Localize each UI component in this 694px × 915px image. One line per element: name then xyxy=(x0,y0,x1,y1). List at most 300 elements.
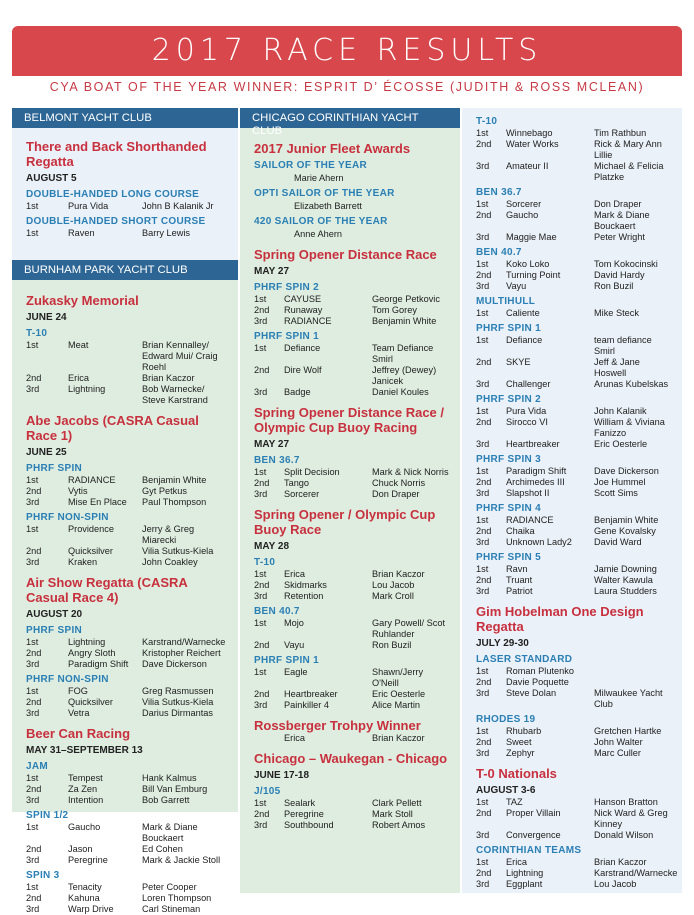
boat-name: Lightning xyxy=(68,637,106,647)
boat-name: Angry Sloth xyxy=(68,648,116,658)
boat-name: FOG xyxy=(68,686,88,696)
boat-name: Sealark xyxy=(284,798,316,808)
result-row xyxy=(26,497,228,508)
placement: 1st xyxy=(476,666,489,676)
result-row xyxy=(476,666,672,677)
placement: 1st xyxy=(476,259,489,269)
boat-name: Gaucho xyxy=(506,210,539,220)
owner-name: Jeff & Jane Hoswell xyxy=(594,357,640,378)
placement: 1st xyxy=(476,199,489,209)
class-heading: PHRF SPIN 5 xyxy=(476,552,541,563)
boat-name: Intention xyxy=(68,795,104,805)
boat-name: Truant xyxy=(506,575,533,585)
placement: 1st xyxy=(254,294,267,304)
result-row xyxy=(254,343,450,365)
result-group xyxy=(476,503,672,548)
boat-name: Vayu xyxy=(284,640,305,650)
result-row xyxy=(26,697,228,708)
result-row xyxy=(476,406,672,417)
placement: 2nd xyxy=(26,373,42,383)
boat-name: Erica xyxy=(284,733,305,743)
result-row xyxy=(26,486,228,497)
owner-name: George Petkovic xyxy=(372,294,440,304)
award-winner: Elizabeth Barrett xyxy=(294,201,362,211)
result-group xyxy=(254,733,450,744)
ccyc-section xyxy=(240,130,460,837)
result-row xyxy=(254,667,450,689)
result-group xyxy=(476,116,672,183)
award-heading: OPTI SAILOR OF THE YEAR xyxy=(254,188,395,199)
result-row xyxy=(26,637,228,648)
class-heading: PHRF SPIN xyxy=(26,625,83,636)
placement: 1st xyxy=(26,201,39,211)
result-row xyxy=(26,893,228,904)
boat-name: Pura Vida xyxy=(506,406,547,416)
boat-name: Lightning xyxy=(506,868,544,878)
result-group xyxy=(476,654,672,710)
owner-name: Mark & Nick Norris xyxy=(372,467,449,477)
boat-name: Vytis xyxy=(68,486,88,496)
owner-name: Gary Powell/ Scot Ruhlander xyxy=(372,618,446,639)
placement: 2nd xyxy=(476,139,492,149)
owner-name: Clark Pellett xyxy=(372,798,422,808)
owner-name: Dave Dickerson xyxy=(142,659,207,669)
boat-name: Winnebago xyxy=(506,128,553,138)
boat-name: Quicksilver xyxy=(68,546,113,556)
class-heading: T-10 xyxy=(254,557,276,568)
owner-name: Dave Dickerson xyxy=(594,466,659,476)
result-row xyxy=(254,798,450,809)
placement: 1st xyxy=(254,569,267,579)
event-date: MAY 31–SEPTEMBER 13 xyxy=(26,745,143,756)
boat-name: Mojo xyxy=(284,618,304,628)
owner-name: Carl Stineman xyxy=(142,904,201,914)
owner-name: Arunas Kubelskas xyxy=(594,379,669,389)
result-group xyxy=(26,189,228,212)
result-row xyxy=(476,335,672,357)
result-row xyxy=(26,773,228,784)
owner-name: Donald Wilson xyxy=(594,830,654,840)
boat-name: Kraken xyxy=(68,557,98,567)
owner-name: Daniel Koules xyxy=(372,387,429,397)
boat-name: Defiance xyxy=(506,335,543,345)
result-row xyxy=(254,305,450,316)
result-group xyxy=(26,512,228,568)
class-heading: PHRF SPIN 2 xyxy=(254,282,319,293)
class-heading: DOUBLE-HANDED SHORT COURSE xyxy=(26,216,206,227)
boat-name: Tango xyxy=(284,478,310,488)
boat-name: Peregrine xyxy=(284,809,324,819)
result-group xyxy=(476,323,672,390)
owner-name: Mark Croll xyxy=(372,591,414,601)
class-heading: PHRF SPIN 1 xyxy=(476,323,541,334)
result-row xyxy=(254,489,450,500)
owner-name: Benjamin White xyxy=(142,475,207,485)
owner-name: Jerry & Greg Miarecki xyxy=(142,524,195,545)
placement: 2nd xyxy=(476,477,492,487)
boat-name: Caliente xyxy=(506,308,540,318)
owner-name: Greg Rasmussen xyxy=(142,686,214,696)
class-heading: PHRF SPIN 1 xyxy=(254,655,319,666)
placement: 1st xyxy=(476,515,489,525)
owner-name: Gene Kovalsky xyxy=(594,526,656,536)
owner-name: Vilia Sutkus-Kiela xyxy=(142,697,214,707)
placement: 1st xyxy=(476,406,489,416)
result-row xyxy=(26,904,228,915)
boat-name: Skidmarks xyxy=(284,580,327,590)
owner-name: Michael & Felicia Platzke xyxy=(594,161,664,182)
owner-name: David Ward xyxy=(594,537,642,547)
boat-name: Davie Poquette xyxy=(506,677,569,687)
owner-name: Benjamin White xyxy=(594,515,659,525)
placement: 1st xyxy=(254,618,267,628)
boat-name: SKYE xyxy=(506,357,531,367)
event-title: Zukasky Memorial xyxy=(26,293,139,308)
boat-name: Convergence xyxy=(506,830,561,840)
placement: 1st xyxy=(254,343,267,353)
result-row xyxy=(476,232,672,243)
boat-name: Kahuna xyxy=(68,893,100,903)
placement: 1st xyxy=(26,822,39,832)
event-date: MAY 27 xyxy=(254,439,290,450)
result-row xyxy=(476,488,672,499)
boat-name: Archimedes III xyxy=(506,477,565,487)
owner-name: Benjamin White xyxy=(372,316,437,326)
placement: 3rd xyxy=(476,281,490,291)
placement: 3rd xyxy=(26,557,40,567)
owner-name: Karstrand/Warnecke xyxy=(594,868,678,878)
class-heading: PHRF NON-SPIN xyxy=(26,512,109,523)
event-date: MAY 27 xyxy=(254,266,290,277)
owner-name: Marc Culler xyxy=(594,748,641,758)
result-group xyxy=(254,786,450,831)
result-group xyxy=(26,328,228,406)
class-heading: BEN 40.7 xyxy=(254,606,300,617)
boat-name: Amateur II xyxy=(506,161,549,171)
class-heading: PHRF SPIN xyxy=(26,463,83,474)
placement: 2nd xyxy=(476,677,492,687)
result-row xyxy=(476,477,672,488)
class-heading: CORINTHIAN TEAMS xyxy=(476,845,582,856)
result-row xyxy=(476,677,672,688)
class-heading: T-10 xyxy=(26,328,48,339)
boat-name: Badge xyxy=(284,387,311,397)
owner-name: Bill Van Emburg xyxy=(142,784,208,794)
result-row xyxy=(476,259,672,270)
class-heading: SPIN 3 xyxy=(26,870,60,881)
placement: 2nd xyxy=(476,575,492,585)
result-row xyxy=(26,384,228,406)
owner-name: Bob Warnecke/ Steve Karstrand xyxy=(142,384,208,405)
placement: 2nd xyxy=(476,868,492,878)
placement: 1st xyxy=(26,637,39,647)
class-heading: J/105 xyxy=(254,786,281,797)
boat-name: Paradigm Shift xyxy=(68,659,129,669)
class-heading: PHRF SPIN 4 xyxy=(476,503,541,514)
owner-name: Team Defiance Smirl xyxy=(372,343,434,364)
placement: 1st xyxy=(476,857,489,867)
placement: 1st xyxy=(254,798,267,808)
placement: 3rd xyxy=(254,387,268,397)
boat-name: Retention xyxy=(284,591,324,601)
result-row xyxy=(26,686,228,697)
result-row xyxy=(26,659,228,670)
result-row xyxy=(476,128,672,139)
boat-name: Sorcerer xyxy=(506,199,542,209)
boat-name: Za Zen xyxy=(68,784,98,794)
boat-name: Runaway xyxy=(284,305,323,315)
result-row xyxy=(476,417,672,439)
boat-name: Maggie Mae xyxy=(506,232,557,242)
owner-name: Robert Amos xyxy=(372,820,426,830)
boat-name: Paradigm Shift xyxy=(506,466,567,476)
result-row xyxy=(476,270,672,281)
boat-name: Slapshot II xyxy=(506,488,550,498)
owner-name: Chuck Norris xyxy=(372,478,426,488)
event-title: Air Show Regatta (CASRA Casual Race 4) xyxy=(26,575,188,605)
result-row xyxy=(26,546,228,557)
result-group xyxy=(254,282,450,327)
award-heading: SAILOR OF THE YEAR xyxy=(254,160,368,171)
event-title: Rossberger Trohpy Winner xyxy=(254,718,421,733)
boat-name: Ravn xyxy=(506,564,528,574)
column-2 xyxy=(240,108,460,893)
owner-name: Ron Buzil xyxy=(594,281,634,291)
club-bar-chicago-corinthian: CHICAGO CORINTHIAN YACHT CLUB xyxy=(240,108,460,128)
result-group xyxy=(26,810,228,866)
boat-name: Jason xyxy=(68,844,93,854)
class-heading: BEN 36.7 xyxy=(254,455,300,466)
result-row xyxy=(476,575,672,586)
class-heading: BEN 40.7 xyxy=(476,247,522,258)
owner-name: Mike Steck xyxy=(594,308,639,318)
owner-name: Gyt Petkus xyxy=(142,486,187,496)
club-bar-burnham: BURNHAM PARK YACHT CLUB xyxy=(12,260,238,280)
result-row xyxy=(26,882,228,893)
owner-name: Tom Kokocinski xyxy=(594,259,658,269)
boat-name: Sweet xyxy=(506,737,532,747)
class-heading: LASER STANDARD xyxy=(476,654,573,665)
owner-name: Shawn/Jerry O'Neill xyxy=(372,667,424,688)
boat-name: Vetra xyxy=(68,708,90,718)
class-heading: PHRF SPIN 2 xyxy=(476,394,541,405)
owner-name: Brian Kennalley/ Edward Mui/ Craig Roehl xyxy=(142,340,218,372)
owner-name: Bob Garrett xyxy=(142,795,190,805)
result-group xyxy=(26,870,228,915)
boat-name: Challenger xyxy=(506,379,551,389)
owner-name: Don Draper xyxy=(372,489,420,499)
placement: 2nd xyxy=(476,737,492,747)
boat-name: Sorcerer xyxy=(284,489,320,499)
result-row xyxy=(254,316,450,327)
column-1 xyxy=(12,108,238,914)
result-group xyxy=(26,625,228,670)
placement: 2nd xyxy=(26,546,42,556)
owner-name: Laura Studders xyxy=(594,586,657,596)
owner-name: John Walter xyxy=(594,737,643,747)
owner-name xyxy=(594,677,672,688)
club-bar-belmont: BELMONT YACHT CLUB xyxy=(12,108,238,128)
boat-name: Sirocco VI xyxy=(506,417,548,427)
event-title: There and Back Shorthanded Regatta xyxy=(26,139,207,169)
placement: 1st xyxy=(26,475,39,485)
owner-name: Scott Sims xyxy=(594,488,638,498)
result-row xyxy=(26,201,228,212)
class-heading: BEN 36.7 xyxy=(476,187,522,198)
result-group xyxy=(476,187,672,243)
boat-name: Southbound xyxy=(284,820,334,830)
result-group xyxy=(476,454,672,499)
placement: 2nd xyxy=(254,809,270,819)
boat-name: Unknown Lady2 xyxy=(506,537,572,547)
boat-name: Heartbreaker xyxy=(284,689,338,699)
boat-name: Defiance xyxy=(284,343,321,353)
boat-name: RADIANCE xyxy=(506,515,554,525)
award-winner: Anne Ahern xyxy=(294,229,343,239)
placement: 1st xyxy=(476,564,489,574)
placement: 3rd xyxy=(26,384,40,394)
owner-name: Brian Kaczor xyxy=(372,733,425,743)
result-row xyxy=(476,726,672,737)
placement: 3rd xyxy=(254,316,268,326)
placement: 1st xyxy=(26,773,39,783)
result-group xyxy=(254,606,450,651)
placement: 2nd xyxy=(476,808,492,818)
boat-name: Warp Drive xyxy=(68,904,114,914)
owner-name: John Kalanik xyxy=(594,406,647,416)
result-group xyxy=(476,845,678,890)
owner-name: Eric Oesterle xyxy=(594,439,648,449)
boat-name: Tenacity xyxy=(68,882,102,892)
owner-name: David Hardy xyxy=(594,270,645,280)
event-date: MAY 28 xyxy=(254,541,290,552)
boat-name: Water Works xyxy=(506,139,559,149)
class-heading: SPIN 1/2 xyxy=(26,810,69,821)
boat-name: RADIANCE xyxy=(68,475,116,485)
class-heading: T-10 xyxy=(476,116,498,127)
placement: 2nd xyxy=(476,526,492,536)
placement: 2nd xyxy=(254,478,270,488)
boat-of-year-subtitle: CYA BOAT OF THE YEAR WINNER: ESPRIT D’ ÉCOSSE (JUDITH & ROSS MCLEAN) xyxy=(49,80,645,94)
burnham-section xyxy=(12,280,238,914)
placement: 1st xyxy=(476,797,489,807)
belmont-section xyxy=(12,128,238,260)
owner-name: Kristopher Reichert xyxy=(142,648,221,658)
class-heading: RHODES 19 xyxy=(476,714,536,725)
event-date: AUGUST 5 xyxy=(26,173,77,184)
placement: 1st xyxy=(254,667,267,677)
boat-name: Koko Loko xyxy=(506,259,550,269)
placement: 1st xyxy=(26,686,39,696)
boat-name: Rhubarb xyxy=(506,726,542,736)
owner-name: Loren Thompson xyxy=(142,893,212,903)
owner-name: Hank Kalmus xyxy=(142,773,197,783)
placement: 2nd xyxy=(26,784,42,794)
boat-name: CAYUSE xyxy=(284,294,322,304)
boat-name: Erica xyxy=(68,373,89,383)
owner-name: Paul Thompson xyxy=(142,497,207,507)
owner-name: Ron Buzil xyxy=(372,640,412,650)
placement: 3rd xyxy=(476,439,490,449)
result-row xyxy=(476,439,672,450)
boat-name: Chaika xyxy=(506,526,535,536)
result-row xyxy=(476,161,672,183)
placement: 2nd xyxy=(26,486,42,496)
boat-name: Proper Villain xyxy=(506,808,561,818)
placement: 3rd xyxy=(476,830,490,840)
result-row xyxy=(476,537,672,548)
placement: 1st xyxy=(26,340,39,350)
award-heading: 420 SAILOR OF THE YEAR xyxy=(254,216,388,227)
boat-name: Turning Point xyxy=(506,270,561,280)
owner-name: Ed Cohen xyxy=(142,844,183,854)
boat-name: Roman Plutenko xyxy=(506,666,574,676)
boat-name: Meat xyxy=(68,340,89,350)
owner-name: Nick Ward & Greg Kinney xyxy=(594,808,668,829)
boat-name: Pura Vida xyxy=(68,201,109,211)
placement: 1st xyxy=(476,335,489,345)
placement: 3rd xyxy=(26,904,40,914)
placement: 2nd xyxy=(26,844,42,854)
result-row xyxy=(254,618,450,640)
result-row xyxy=(26,373,228,384)
owner-name: Jeffrey (Dewey) Janicek xyxy=(372,365,437,386)
placement: 2nd xyxy=(476,210,492,220)
placement: 1st xyxy=(476,128,489,138)
result-row xyxy=(254,478,450,489)
result-group xyxy=(26,761,228,806)
result-row xyxy=(476,515,672,526)
owner-name: team defiance Smirl xyxy=(594,335,652,356)
placement: 3rd xyxy=(26,795,40,805)
result-row xyxy=(476,308,672,319)
result-group xyxy=(476,797,672,841)
placement: 2nd xyxy=(26,697,42,707)
owner-name: Peter Wright xyxy=(594,232,645,242)
owner-name: Jamie Downing xyxy=(594,564,657,574)
result-row xyxy=(254,689,450,700)
class-heading: PHRF NON-SPIN xyxy=(26,674,109,685)
boat-name: RADIANCE xyxy=(284,316,332,326)
result-row xyxy=(476,586,672,597)
result-row xyxy=(476,688,672,710)
result-group xyxy=(254,331,450,398)
placement: 3rd xyxy=(476,379,490,389)
result-row xyxy=(26,784,228,795)
boat-name: Raven xyxy=(68,228,95,238)
owner-name: John B Kalanik Jr xyxy=(142,201,214,211)
result-row xyxy=(476,808,672,830)
result-row xyxy=(254,569,450,580)
owner-name: Milwaukee Yacht Club xyxy=(594,688,663,709)
placement: 3rd xyxy=(254,820,268,830)
result-row xyxy=(254,294,450,305)
placement: 1st xyxy=(26,882,39,892)
class-heading: PHRF SPIN 1 xyxy=(254,331,319,342)
placement: 1st xyxy=(254,467,267,477)
result-group xyxy=(26,463,228,508)
owner-name: Gretchen Hartke xyxy=(594,726,662,736)
result-row xyxy=(254,591,450,602)
placement: 3rd xyxy=(26,659,40,669)
placement: 1st xyxy=(476,726,489,736)
result-row xyxy=(476,199,672,210)
award-winner: Marie Ahern xyxy=(294,173,344,183)
event-title: Chicago – Waukegan - Chicago xyxy=(254,751,448,766)
result-row xyxy=(26,822,228,844)
placement: 2nd xyxy=(26,648,42,658)
boat-name: Tempest xyxy=(68,773,103,783)
